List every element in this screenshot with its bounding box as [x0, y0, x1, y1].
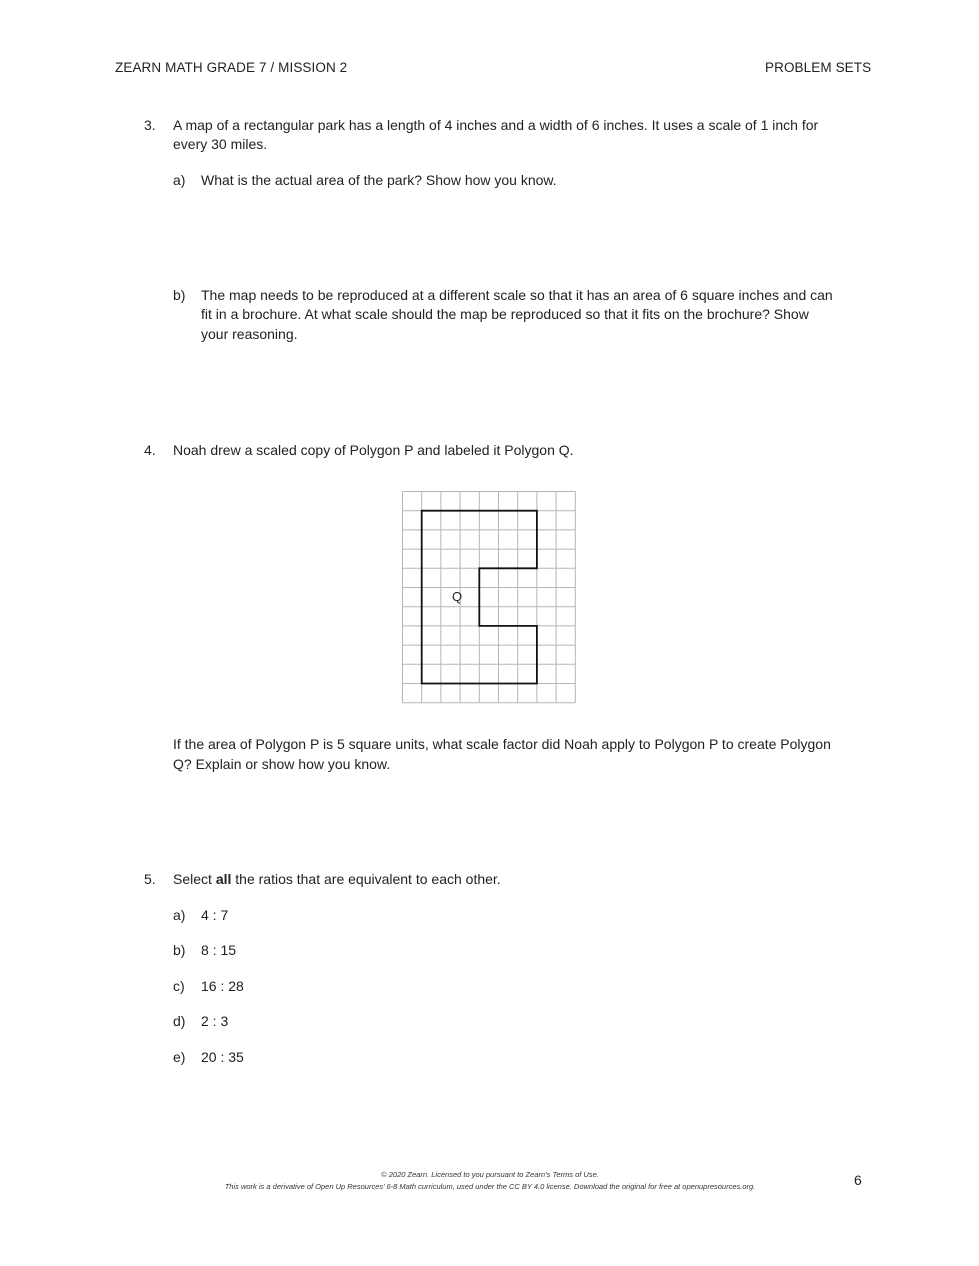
footer-copyright: © 2020 Zearn. Licensed to you pursuant to Zearn’s Terms of Use. — [381, 1170, 599, 1179]
polygon-grid — [402, 491, 577, 704]
option-value: 4 : 7 — [201, 907, 229, 923]
option-value: 8 : 15 — [201, 942, 237, 958]
question-text-part: the ratios that are equivalent to each other. — [231, 871, 501, 887]
option-label: d) — [173, 1013, 186, 1029]
question-text-line: every 30 miles. — [173, 136, 268, 152]
footer-license: This work is a derivative of Open Up Resources’ 6-8 Math curriculum, used under the CC BY 4.0 license. Download the original for free at openupresources.org. — [224, 1182, 756, 1191]
question-text-line: If the area of Polygon P is 5 square units, what scale factor did Noah apply to Polygon P to create Polygon — [173, 736, 831, 752]
header-section: PROBLEM SETS — [765, 60, 872, 75]
header-title: ZEARN MATH GRADE 7 / MISSION 2 — [115, 60, 348, 75]
question-text: Noah drew a scaled copy of Polygon P and labeled it Polygon Q. — [173, 442, 574, 458]
option-value: 16 : 28 — [201, 978, 244, 994]
question-text — [173, 870, 501, 890]
option-value: 20 : 35 — [201, 1049, 244, 1065]
page-number: 6 — [854, 1172, 862, 1188]
question-text-part: Select — [173, 871, 216, 887]
question-text-line: A map of a rectangular park has a length of 4 inches and a width of 6 inches. It uses a scale of 1 inch for — [173, 117, 819, 133]
polygon-label: Q — [452, 589, 463, 604]
question-number: 4. — [144, 442, 156, 458]
subpart-text-line: your reasoning. — [201, 326, 298, 342]
option-label: c) — [173, 978, 185, 994]
question-text-emphasis: all — [215, 871, 232, 887]
option-label: e) — [173, 1049, 186, 1065]
grid-lines — [403, 492, 576, 703]
option-label: b) — [173, 942, 186, 958]
subpart-text-line: fit in a brochure. At what scale should the map be reproduced so that it fits on the brochure? Show — [201, 306, 809, 322]
subpart-text-line: The map needs to be reproduced at a different scale so that it has an area of 6 square inches and can — [201, 287, 833, 303]
subpart-label: a) — [173, 172, 186, 188]
subpart-text: What is the actual area of the park? Show how you know. — [201, 172, 557, 188]
question-text-line: Q? Explain or show how you know. — [173, 756, 391, 772]
question-number: 3. — [144, 117, 156, 133]
subpart-label: b) — [173, 287, 186, 303]
question-number: 5. — [144, 871, 156, 887]
option-value: 2 : 3 — [201, 1013, 229, 1029]
option-label: a) — [173, 907, 186, 923]
